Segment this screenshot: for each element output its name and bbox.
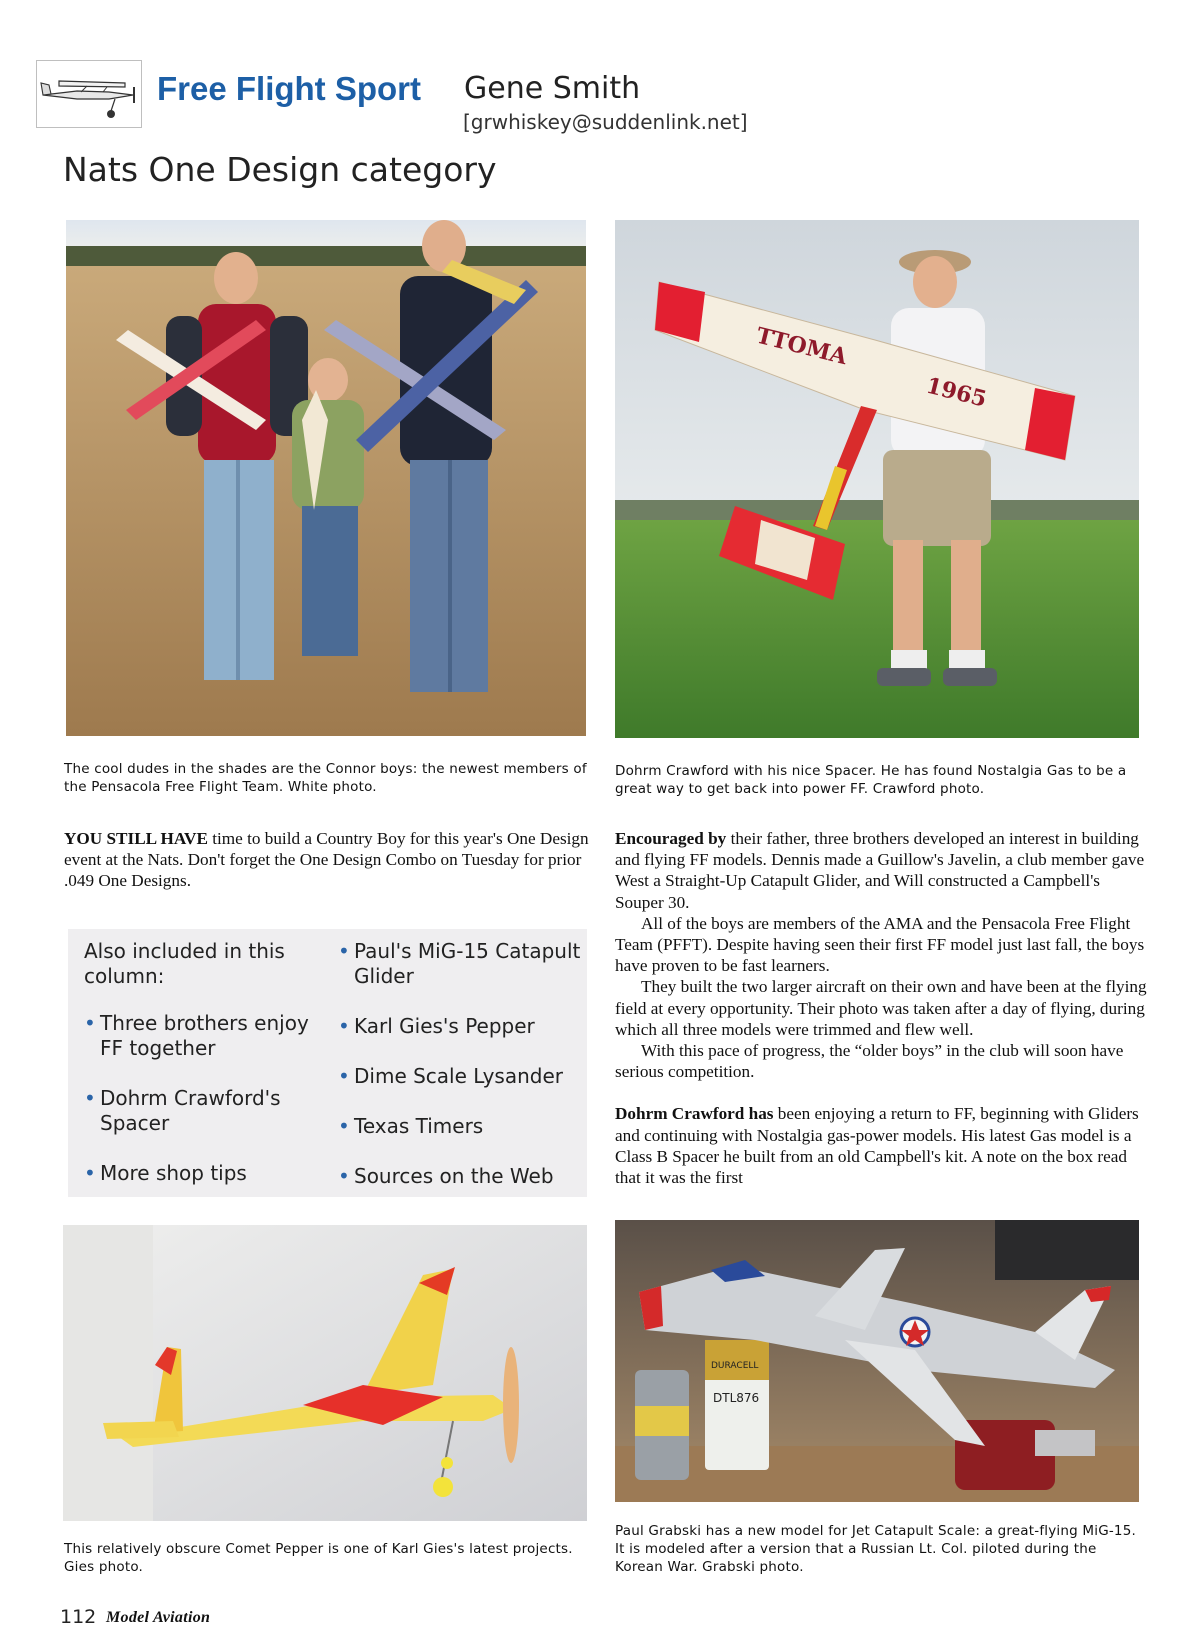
- column-logo: [36, 60, 142, 128]
- bullet-icon: •: [84, 1161, 96, 1185]
- sidebar-item: [338, 1164, 583, 1189]
- wing-right-text: 1965: [923, 372, 990, 413]
- caption-photo-3: This relatively obscure Comet Pepper is one of Karl Gies's latest projects. Gies photo.: [64, 1541, 573, 1575]
- caption-photo-1: The cool dudes in the shades are the Connor boys: the newest members of the Pensacola Free Flight Team. White photo.: [64, 761, 587, 795]
- caption-photo-4: Paul Grabski has a new model for Jet Catapult Scale: a great-flying MiG-15. It is modeled after a version that a Russian Lt. Col. piloted during the Korean War. Grabski photo.: [615, 1523, 1136, 1575]
- sidebar-item-label: Texas Timers: [354, 1114, 484, 1138]
- photo-connor-boys: [66, 220, 586, 736]
- magazine-name: Model Aviation: [106, 1609, 211, 1626]
- body-text-left: [64, 828, 592, 892]
- sidebar-item: [338, 1014, 583, 1039]
- lead-in: Encouraged by: [615, 829, 727, 848]
- paragraph: All of the boys are members of the AMA and the Pensacola Free Flight Team (PFFT). Despite having seen their first FF model just last fall, the boys have proven to be fast learners.: [615, 913, 1145, 976]
- page-number: 112: [60, 1606, 97, 1628]
- bullet-icon: •: [338, 939, 350, 963]
- author-name: Gene Smith: [464, 71, 641, 106]
- sidebar-item-label: Dime Scale Lysander: [354, 1064, 563, 1088]
- paragraph-text: their father, three brothers developed an interest in building and flying FF models. Dennis made a Guillow's Javelin, a club member gave West a Straight-Up Catapult Glider, and Will constructed a Campbell's Souper 30.: [615, 829, 1145, 912]
- sidebar-box: [68, 929, 587, 1197]
- sidebar-right-column: [338, 939, 583, 1214]
- bullet-icon: •: [338, 1014, 350, 1038]
- bullet-icon: •: [338, 1114, 350, 1138]
- photo-crawford-spacer: [615, 220, 1139, 738]
- caption-photo-2: Dohrm Crawford with his nice Spacer. He has found Nostalgia Gas to be a great way to get back into power FF. Crawford photo.: [615, 763, 1127, 797]
- sidebar-item-label: Sources on the Web: [354, 1164, 554, 1188]
- bullet-icon: •: [338, 1064, 350, 1088]
- body-text-right: [615, 828, 1147, 1188]
- sidebar-intro: Also included in this column:: [84, 939, 285, 988]
- article-headline: Nats One Design category: [63, 150, 497, 189]
- sidebar-item-label: Karl Gies's Pepper: [354, 1014, 535, 1038]
- column-title: Free Flight Sport: [157, 70, 421, 107]
- paragraph-left: time to build a Country Boy for this year's One Design event at the Nats. Don't forget the One Design Combo on Tuesday for prior .049 One Designs.: [64, 829, 589, 891]
- sidebar-item: [84, 1086, 319, 1136]
- paragraph-text: been enjoying a return to FF, beginning with Gliders and continuing with Nostalgia gas-power models. His latest Gas model is a Class B Spacer he built from an old Campbell's kit. A note on the box read that it was the first: [615, 1104, 1139, 1188]
- vintage-monoplane-icon: [37, 61, 141, 127]
- bullet-icon: •: [338, 1164, 350, 1188]
- sidebar-left-column: [84, 939, 319, 1211]
- sidebar-item: [84, 1161, 319, 1186]
- bullet-icon: •: [84, 1086, 96, 1110]
- paragraph: [615, 1103, 1147, 1188]
- sidebar-item: [338, 1064, 583, 1089]
- paragraph: [615, 828, 1147, 913]
- can-brand-text: DURACELL: [711, 1361, 759, 1371]
- lead-in: Dohrm Crawford has: [615, 1104, 774, 1124]
- photo-comet-pepper: [63, 1225, 587, 1521]
- sidebar-item-label: Dohrm Crawford's Spacer: [100, 1086, 281, 1135]
- paragraph: They built the two larger aircraft on their own and have been at the flying field at every opportunity. Their photo was taken after a day of flying, during which all three models were trimmed and flew well.: [615, 977, 1147, 1039]
- sidebar-item: [338, 1114, 583, 1139]
- sidebar-item-label: More shop tips: [100, 1161, 247, 1185]
- photo-mig-15: [615, 1220, 1139, 1502]
- bullet-icon: •: [84, 1011, 96, 1035]
- sidebar-item-label: Paul's MiG-15 Catapult Glider: [354, 939, 581, 988]
- lead-in-left: YOU STILL HAVE: [64, 829, 208, 848]
- sidebar-item-label: Three brothers enjoy FF together: [100, 1011, 309, 1060]
- paragraph: With this pace of progress, the “older boys” in the club will soon have serious competition.: [615, 1041, 1124, 1082]
- sidebar-item: [338, 939, 583, 989]
- author-email[interactable]: [grwhiskey@suddenlink.net]: [463, 110, 748, 134]
- wing-left-text: TTOMA: [753, 322, 850, 371]
- sidebar-item: [84, 1011, 319, 1061]
- can-model-text: DTL876: [713, 1391, 760, 1405]
